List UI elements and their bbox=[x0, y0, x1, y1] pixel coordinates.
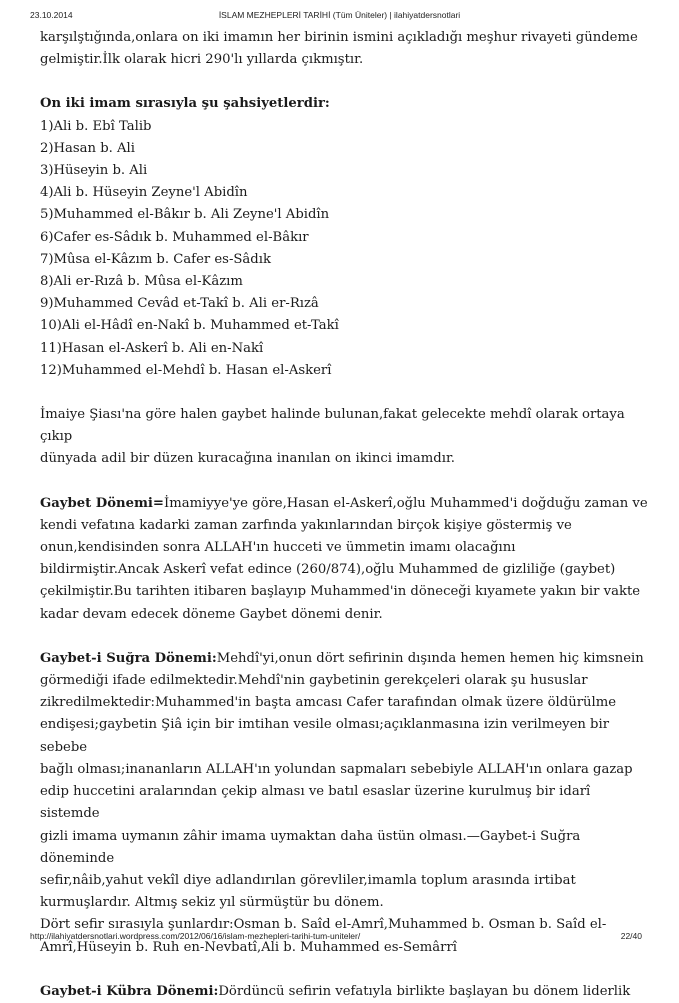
gaybet-line: kadar devam edecek döneme Gaybet dönemi denir. bbox=[40, 606, 383, 622]
kubra-text: Dördüncü sefirin vefatıyla birlikte başlayan bu dönem liderlik bbox=[218, 983, 631, 999]
page-url: http://ilahiyatdersnotlari.wordpress.com/2012/06/16/islam-mezhepleri-tarihi-tum-uniteler/ bbox=[30, 931, 361, 941]
list-item: 2)Hasan b. Ali bbox=[40, 140, 135, 156]
list-item: 9)Muhammed Cevâd et-Takî b. Ali er-Rızâ bbox=[40, 296, 319, 312]
sugra-line: gizli imama uymanın zâhir imama uymaktan daha üstün olması.—Gaybet-i Suğra döneminde bbox=[40, 828, 581, 866]
list-item: 1)Ali b. Ebî Talib bbox=[40, 118, 152, 134]
sugra-line: edip huccetini aralarından çekip alması ve batıl esaslar üzerine kurulmuş bir idarî sistemde bbox=[40, 784, 591, 822]
intro-line: gelmiştir.İlk olarak hicri 290'lı yıllarda çıkmıştır. bbox=[40, 52, 364, 68]
imams-list bbox=[40, 116, 650, 382]
kubra-term: Gaybet-i Kübra Dönemi: bbox=[40, 983, 219, 999]
gaybet-line: onun,kendisinden sonra ALLAH'ın hucceti ve ümmetin imamı olacağını bbox=[40, 540, 516, 556]
sugra-term: Gaybet-i Suğra Dönemi: bbox=[40, 650, 217, 666]
print-date: 23.10.2014 bbox=[30, 10, 73, 20]
print-footer bbox=[0, 927, 679, 947]
gaybet-line: kendi vefatına kadarki zaman zarfında yakınlarından birçok kişiye göstermiş ve bbox=[40, 517, 572, 533]
page-content bbox=[40, 27, 650, 1003]
sugra-line: sefir,nâib,yahut vekîl diye adlandırılan görevliler,imamla toplum arasında irtibat bbox=[40, 872, 576, 888]
imamiye-line: dünyada adil bir düzen kuracağına inanılan on ikinci imamdır. bbox=[40, 451, 455, 467]
sefirs-line: Dört sefir sırasıyla şunlardır:Osman b. Saîd el-Amrî,Muhammed b. Osman b. Saîd el- bbox=[40, 917, 607, 933]
sugra-line: görmediği ifade edilmektedir.Mehdî'nin gaybetinin gerekçeleri olarak şu hususlar bbox=[40, 673, 588, 689]
imams-heading: On iki imam sırasıyla şu şahsiyetlerdir: bbox=[40, 96, 330, 112]
list-item: 10)Ali el-Hâdî en-Nakî b. Muhammed et-Takî bbox=[40, 318, 339, 334]
list-item: 6)Cafer es-Sâdık b. Muhammed el-Bâkır bbox=[40, 229, 309, 245]
gaybet-term: Gaybet Dönemi= bbox=[40, 495, 164, 511]
sugra-text: Mehdî'yi,onun dört sefirinin dışında hemen hemen hiç kimsnein bbox=[216, 650, 644, 666]
gaybet-first-line bbox=[40, 493, 650, 515]
list-item: 11)Hasan el-Askerî b. Ali en-Nakî bbox=[40, 340, 264, 356]
gaybet-text: İmamiyye'ye göre,Hasan el-Askerî,oğlu Muhammed'i doğduğu zaman ve bbox=[164, 495, 648, 511]
sefirs-line: Amrî,Hüseyin b. Ruh en-Nevbatî,Ali b. Muhammed es-Semârrî bbox=[40, 939, 457, 955]
sugra-first-line bbox=[40, 648, 650, 670]
sugra-line: kurmuşlardır. Altmış sekiz yıl sürmüştür bu dönem. bbox=[40, 895, 384, 911]
list-item: 8)Ali er-Rızâ b. Mûsa el-Kâzım bbox=[40, 274, 243, 290]
list-item: 3)Hüseyin b. Ali bbox=[40, 163, 148, 179]
print-header bbox=[0, 0, 679, 20]
list-item: 5)Muhammed el-Bâkır b. Ali Zeyne'l Abidîn bbox=[40, 207, 330, 223]
gaybet-line: çekilmiştir.Bu tarihten itibaren başlayıp Muhammed'in döneceği kıyamete yakın bir vakte bbox=[40, 584, 641, 600]
gaybet-section bbox=[40, 493, 650, 626]
sugra-line: bağlı olması;inananların ALLAH'ın yolundan sapmaları sebebiyle ALLAH'ın onlara gazap bbox=[40, 761, 633, 777]
imamiye-line: İmaiye Şiası'na göre halen gaybet halinde bulunan,fakat gelecekte mehdî olarak ortaya çıkıp bbox=[40, 407, 625, 445]
kubra-section bbox=[40, 981, 650, 1003]
kubra-first-line bbox=[40, 981, 650, 1003]
sugra-line: endişesi;gaybetin Şiâ için bir imtihan vesile olması;açıklanmasına izin verilmeyen bir sebebe bbox=[40, 717, 610, 755]
sugra-section bbox=[40, 648, 650, 959]
sugra-line: zikredilmektedir:Muhammed'in başta amcası Cafer tarafından olmak üzere öldürülme bbox=[40, 695, 617, 711]
print-title: İSLAM MEZHEPLERİ TARİHİ (Tüm Üniteler) | ilahiyatdersnotlari bbox=[218, 10, 461, 20]
gaybet-line: bildirmiştir.Ancak Askerî vefat edince (260/874),oğlu Muhammed de gizliliğe (gaybet) bbox=[40, 562, 616, 578]
list-item: 7)Mûsa el-Kâzım b. Cafer es-Sâdık bbox=[40, 251, 271, 267]
page-number: 22/40 bbox=[620, 931, 642, 941]
list-item: 12)Muhammed el-Mehdî b. Hasan el-Askerî bbox=[40, 362, 332, 378]
list-item: 4)Ali b. Hüseyin Zeyne'l Abidîn bbox=[40, 185, 248, 201]
intro-line: karşılştığında,onlara on iki imamın her birinin ismini açıkladığı meşhur rivayeti gündeme bbox=[40, 30, 638, 45]
